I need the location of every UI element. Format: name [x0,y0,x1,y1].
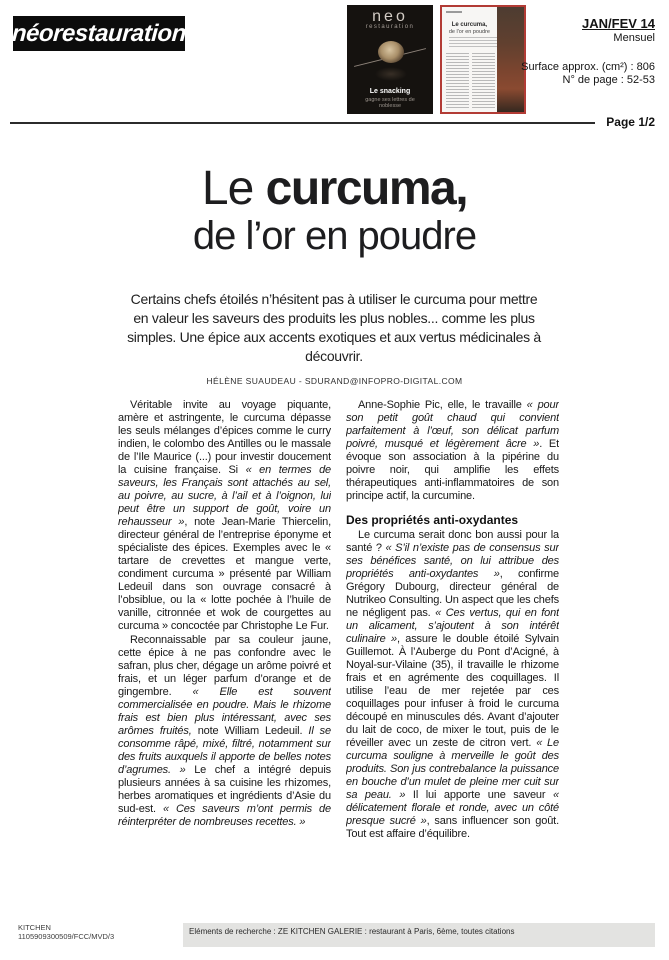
article-body [118,399,559,885]
search-elements-bar: Eléments de recherche : ZE KITCHEN GALERIE : restaurant à Paris, 6ème, toutes citations [183,923,655,947]
body-column-left [118,399,331,885]
preview-intro-lines [449,37,497,47]
preview-title-line2: de l'or en poudre [448,29,490,35]
quote-run: « en termes de saveurs, les Français sont attachés au sel, au poivre, au sucre, à l’ail et à l’oignon, lui peut être un support de goût, voire un rehausseur » [118,464,331,528]
article-title-line2: de l’or en poudre [192,214,477,258]
article-page-preview-thumbnail [440,5,526,114]
publication-logo [13,16,185,51]
text-run: , confirme Grégory Dubourg, directeur général de Nutrikeo Consulting. Un aspect que les chefs ne négligent pas. [346,568,559,619]
text-run: Le chef a intégré depuis plusieurs années à sa cuisine les rhizomes, herbes aromatiques et ingrédients d’Asie du sud-est. [118,764,331,815]
cover-masthead-line1: neo [372,8,408,25]
title-light-part: Le [201,162,266,215]
article-byline: HÉLÈNE SUAUDEAU - SDURAND@INFOPRO-DIGITAL.COM [206,376,463,386]
article-title-line1 [0,164,669,214]
text-run: note William Ledeuil. [197,725,309,737]
preview-kicker-bar [446,11,462,13]
preview-title-line1: Le curcuma, [451,22,488,28]
body-paragraph [346,529,559,841]
surface-approx: Surface approx. (cm²) : 806 [521,61,655,73]
magazine-cover-thumbnail [347,5,433,114]
text-run: Reconnaissable par sa couleur jaune, cette épice à ne pas confondre avec le safran, plus cher, dégage un arôme poivré et frais, et un léger parfum d’orange et de gingembre. [118,634,331,698]
cover-food-image [378,41,404,63]
text-run: Anne-Sophie Pic, elle, le travaille [358,399,527,411]
clipping-reference-line1: KITCHEN [18,923,51,932]
cover-food-shadow [375,67,407,81]
publication-logo-text: néorestauration [11,19,187,47]
clipping-metadata [521,16,655,87]
clipping-reference-line2: 1105909300509/FCC/MVD/3 [18,932,115,941]
text-run: , note Jean-Marie Thiercelin, directeur général de l’entreprise éponyme et spécialiste des épices. Exemples avec le « tartare de crevettes et mangue verte, condiment curcuma » présenté par William Ledeuil dans son ouvrage consacré à l’obsiblue, ou la « lotte pochée à l’huile de vanille, citronnée et wok de courgettes au curcuma » concoctée par Christophe Le Fur. [118,516,331,632]
cover-title: Le snacking [369,88,411,95]
body-paragraph [118,399,331,633]
preview-columns [446,53,495,109]
quote-run: « délicatement florale et ronde, avec un côté presque sucré » [346,789,559,827]
text-run: . Et évoque son association à la pipérine du poivre noir, qui amplifie les effets thérapeutiques anti-inflammatoires de son principe actif, la curcumine. [346,438,559,502]
body-paragraph [118,634,331,829]
quote-run: « S’il n’existe pas de consensus sur ses bénéfices santé, on lui attribue des propriétés anti-oxydantes » [346,542,559,580]
quote-run: « Le curcuma souligne à merveille le goût des produits. Son jus contrebalance la puissance en bouche d’un mulet de pleine mer cuit sur sa peau. » [346,737,559,801]
text-run: Véritable invite au voyage piquante, amère et astringente, le curcuma dépasse les seuls mélanges d’épices comme le curry indien, le colombo des Antilles ou le massale de l’Ile Maurice (...) pour investir doucement la cuisine française. Si [118,399,331,476]
cover-masthead-line2: restauration [365,24,415,30]
issue-date: JAN/FEV 14 [582,16,655,31]
preview-photo [497,7,524,112]
body-column-right [346,399,559,885]
text-run: Le curcuma serait donc bon aussi pour la santé ? [346,529,559,554]
article-title [0,164,669,258]
header-divider [10,122,595,124]
clipping-reference [18,923,114,941]
cover-masthead [347,9,433,31]
preview-title [444,22,495,35]
text-run: , assure le double étoilé Sylvain Guillemot. À l’Auberge du Pont d’Acigné, à Noyal-sur-Vilaine (35), il travaille le rhizome frais et en agrémente des coquillages. Il utilise l’eau de mer rejetée par ces coquillages pour infuser à froid le curcuma découpé en minuscules dés. Avant d’ajouter du lait de coco, de mixer le tout, puis de le réveiller avec un zeste de citron vert. [346,633,559,749]
quote-run: « pour son petit goût chaud qui convient parfaitement à l’œuf, son délicat parfum poivré, musqué et légèrement âcre » [346,399,559,450]
cover-subtitle: gagne ses lettres de noblesse [365,97,415,109]
quote-run: Il se consomme râpé, mixé, filtré, notamment sur des fruits auxquels il apporte de belles notes d’agrumes. » [118,725,331,776]
quote-run: « Ces vertus, qui en font un alicament, s’ajoutent à son intérêt culinaire » [346,607,559,645]
section-heading: Des propriétés anti-oxydantes [346,513,519,527]
quote-run: « Ces saveurs m’ont permis de réinterpréter de nombreuses recettes. » [118,803,331,828]
quote-run: « Elle est souvent commercialisée en poudre. Mais le rhizome frais est bien plus intéressant, avec ses arômes fruités, [118,686,331,737]
article-standfirst: Certains chefs étoilés n’hésitent pas à utiliser le curcuma pour mettre en valeur les saveurs des produits les plus nobles... comme les plus simples. Une épice aux accents exotiques et aux vertus médicinales à découvrir. [127,291,541,364]
page-number-range: N° de page : 52-53 [562,74,655,86]
title-bold-part: curcuma, [265,162,468,215]
body-paragraph [346,399,559,503]
text-run: , sans influencer son goût. Tout est affaire d’équilibre. [346,815,559,840]
issue-frequency: Mensuel [613,32,655,44]
preview-column-left [446,53,469,109]
preview-column-right [472,53,495,109]
page-indicator: Page 1/2 [606,115,655,129]
text-run: Il lui apporte une saveur [412,789,554,801]
